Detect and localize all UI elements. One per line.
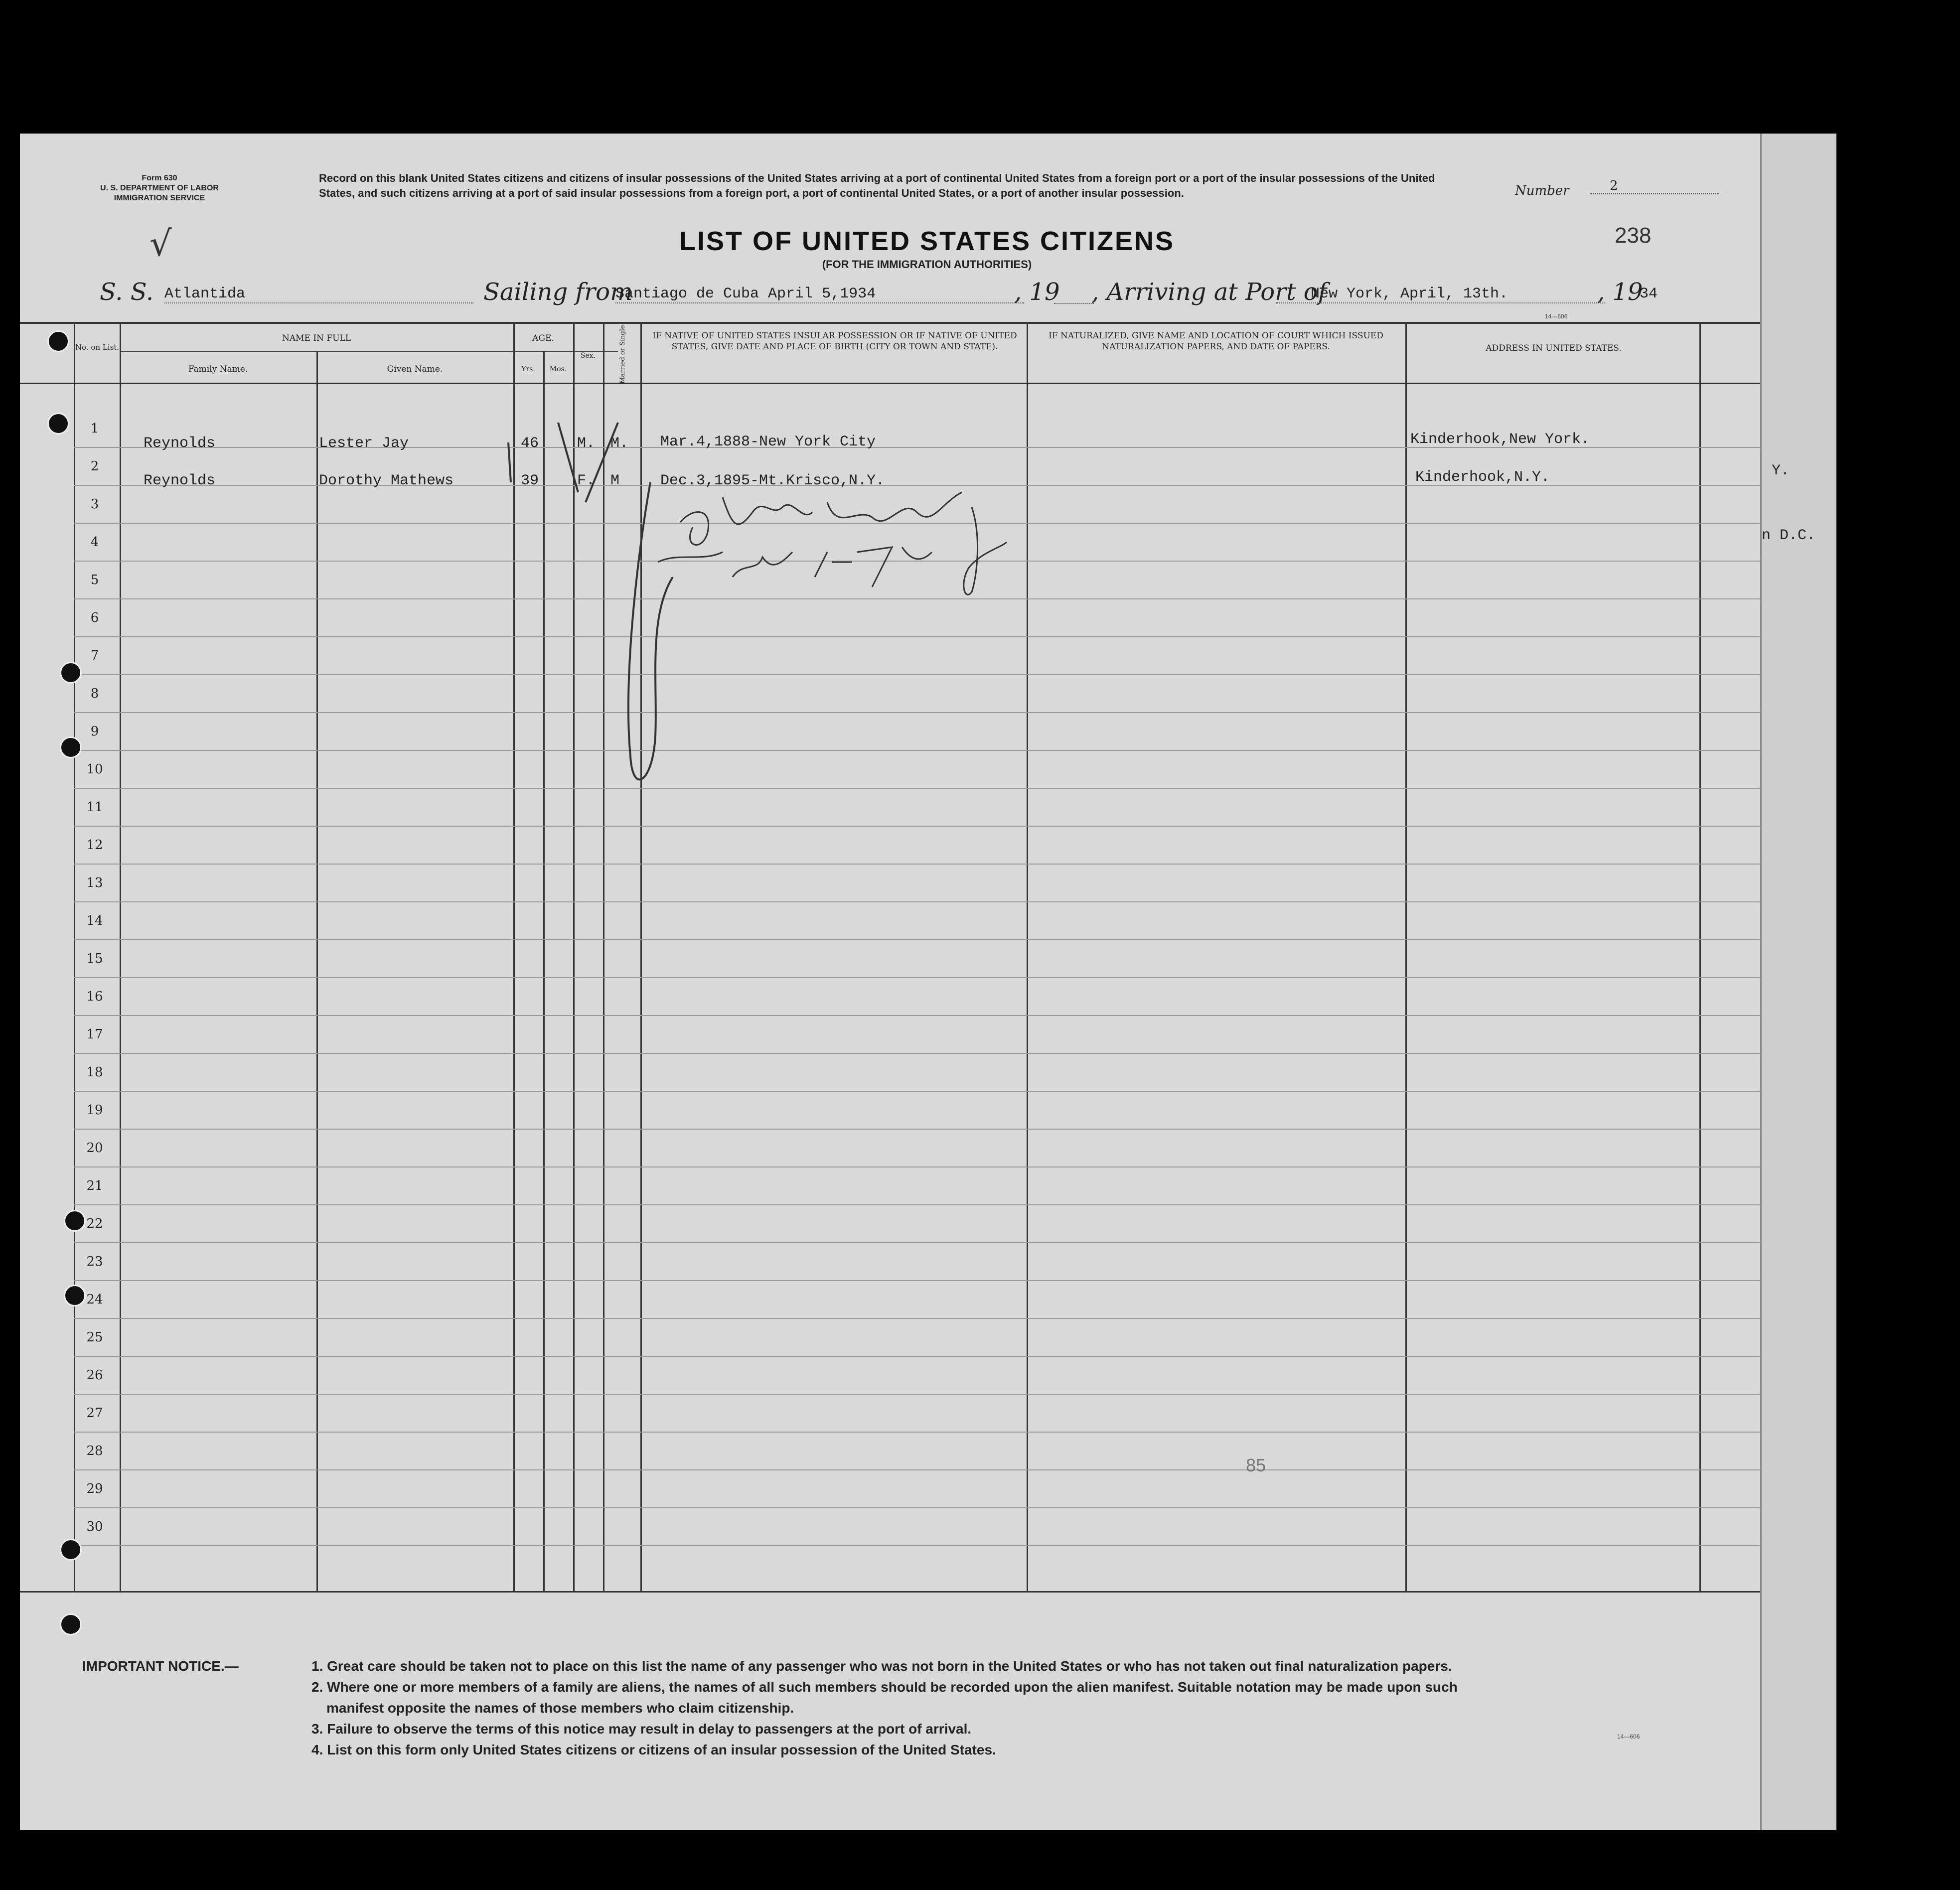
punch-hole	[60, 1613, 82, 1635]
row-rule	[74, 1356, 1782, 1357]
form-number: Form 630	[142, 174, 177, 182]
row-1-given: Lester Jay	[319, 435, 409, 452]
col-rule	[1027, 323, 1028, 1591]
row-number: 3	[90, 497, 99, 512]
header-address: ADDRESS IN UNITED STATES.	[1486, 343, 1622, 353]
sailing-label: Sailing from	[483, 278, 633, 306]
row-rule	[74, 1166, 1782, 1167]
row-number: 24	[86, 1292, 103, 1307]
department-name: U. S. DEPARTMENT OF LABOR	[100, 184, 219, 192]
arrival-year: 34	[1640, 286, 1658, 302]
page-stamp: 238	[1615, 223, 1652, 248]
header-naturalized: IF NATURALIZED, GIVE NAME AND LOCATION OF COURT WHICH ISSUED NATURALIZATION PAPERS, AND DATE OF PAPERS.	[1049, 331, 1383, 352]
margin-text-a: Y.	[1772, 462, 1790, 479]
row-2-birth: Dec.3,1895-Mt.Krisco,N.Y.	[660, 472, 885, 489]
row-rule	[74, 977, 1782, 978]
row-2-yrs: 39	[521, 472, 539, 489]
punch-hole	[47, 330, 69, 352]
sailing-from: Santiago de Cuba April 5,1934	[615, 286, 1024, 303]
col-rule	[316, 351, 318, 1591]
row-rule	[74, 1469, 1782, 1470]
notice-item-4: 4. List on this form only United States citizens or citizens of an insular possession of the United States.	[311, 1742, 996, 1757]
row-2-address: Kinderhook,N.Y.	[1415, 469, 1550, 486]
row-number: 28	[86, 1444, 103, 1458]
bottom-stamp: 85	[1246, 1455, 1266, 1475]
notice-item-2: 2. Where one or more members of a family are aliens, the names of all such members should be recorded upon the alien manifest. Suitable notation may be made upon such	[311, 1679, 1458, 1695]
margin-text-b: n D.C.	[1762, 527, 1816, 544]
row-rule	[74, 1432, 1782, 1433]
row-number: 7	[90, 648, 99, 663]
row-number: 10	[86, 762, 103, 777]
arriving-label: , Arriving at Port of	[1091, 278, 1327, 306]
row-number: 15	[86, 951, 103, 966]
punch-hole	[60, 736, 82, 758]
form-header	[77, 173, 242, 203]
header-no: No. on List.	[75, 343, 120, 352]
row-number: 21	[86, 1178, 103, 1193]
row-number: 12	[86, 838, 103, 853]
print-code: 14—606	[1545, 313, 1568, 320]
row-1-birth: Mar.4,1888-New York City	[660, 434, 876, 450]
number-label: Number	[1515, 183, 1569, 198]
header-bottom-rule	[20, 383, 1769, 384]
row-1-address: Kinderhook,New York.	[1410, 431, 1590, 448]
punch-hole	[64, 1285, 86, 1307]
row-1-sex: M.	[577, 435, 596, 452]
row-rule	[74, 1129, 1782, 1130]
row-rule	[74, 939, 1782, 940]
notice-item-2b: manifest opposite the names of those members who claim citizenship.	[326, 1700, 794, 1716]
row-rule	[74, 1545, 1782, 1546]
row-number: 27	[86, 1406, 103, 1421]
important-notice	[82, 1656, 1727, 1760]
row-number: 5	[90, 573, 99, 587]
service-name: IMMIGRATION SERVICE	[114, 194, 205, 202]
punch-hole	[60, 662, 82, 684]
col-rule	[120, 323, 121, 1591]
row-number: 14	[86, 913, 103, 928]
row-number: 23	[86, 1254, 103, 1269]
row-number: 19	[86, 1103, 103, 1118]
row-rule	[74, 1507, 1782, 1508]
inspector-signature	[593, 477, 1022, 836]
row-rule	[74, 1053, 1782, 1054]
row-number: 13	[86, 875, 103, 890]
header-given-name: Given Name.	[387, 364, 443, 374]
number-value: 2	[1590, 178, 1719, 194]
row-rule	[74, 1242, 1782, 1243]
punch-hole	[60, 1539, 82, 1561]
notice-item-3: 3. Failure to observe the terms of this notice may result in delay to passengers at the port of arrival.	[311, 1721, 972, 1737]
row-1-family: Reynolds	[144, 435, 216, 452]
ss-label: S. S.	[100, 278, 154, 306]
arriving-at: New York, April, 13th.	[1276, 286, 1605, 303]
row-number: 29	[86, 1481, 103, 1496]
header-family-name: Family Name.	[188, 364, 248, 374]
row-2-married: M	[610, 472, 620, 489]
notice-item-1: 1. Great care should be taken not to place on this list the name of any passenger who was not born in the United States or who has not taken out final naturalization papers.	[311, 1658, 1452, 1674]
col-rule	[1405, 323, 1407, 1591]
header-native-birth: IF NATIVE OF UNITED STATES INSULAR POSSESSION OR IF NATIVE OF UNITED STATES, GIVE DATE AND PLACE OF BIRTH (CITY OR TOWN AND STATE).	[652, 331, 1017, 352]
manifest-sheet	[20, 134, 1834, 1830]
row-2-family: Reynolds	[144, 472, 216, 489]
row-number: 18	[86, 1065, 103, 1080]
row-number: 8	[90, 686, 99, 701]
row-number: 22	[86, 1216, 103, 1231]
row-rule	[74, 864, 1782, 865]
year-prefix-2: , 19	[1597, 278, 1643, 306]
row-number: 9	[90, 724, 99, 739]
row-number: 6	[90, 610, 99, 625]
row-2-sex: F.	[577, 472, 596, 489]
year-blank-1	[1054, 303, 1094, 304]
col-rule	[1699, 323, 1701, 1591]
header-sex: Sex.	[580, 352, 596, 360]
row-number: 30	[86, 1519, 103, 1534]
header-name-in-full: NAME IN FULL	[282, 333, 351, 343]
header-mos: Mos.	[549, 365, 567, 373]
row-number: 16	[86, 989, 103, 1004]
row-number: 1	[90, 421, 99, 436]
punch-hole	[47, 413, 69, 435]
footer-code: 14—606	[1617, 1733, 1640, 1740]
row-number: 25	[86, 1330, 103, 1345]
row-rule	[74, 1091, 1782, 1092]
header-married-or-single: Married or Single.	[619, 323, 626, 384]
row-number: 20	[86, 1141, 103, 1156]
row-rule	[74, 1318, 1782, 1319]
row-number: 4	[90, 535, 99, 550]
table-top-rule	[20, 322, 1834, 324]
row-2-given: Dorothy Mathews	[319, 472, 454, 489]
row-number: 26	[86, 1368, 103, 1383]
row-1-yrs: 46	[521, 435, 539, 452]
row-rule	[74, 1280, 1782, 1281]
notice-lead: IMPORTANT NOTICE.—	[82, 1658, 239, 1674]
row-rule	[74, 1394, 1782, 1395]
ship-name: Atlantida	[164, 286, 473, 303]
underlying-sheet-edge	[1760, 134, 1836, 1830]
row-rule	[74, 901, 1782, 902]
check-mark: √	[150, 223, 172, 264]
year-prefix-1: , 19	[1014, 278, 1060, 306]
header-age: AGE.	[532, 333, 554, 343]
punch-hole	[64, 1210, 86, 1232]
row-1-married: M.	[610, 435, 629, 452]
row-number: 11	[86, 800, 103, 815]
table-bottom-rule	[20, 1591, 1834, 1593]
row-rule	[74, 1015, 1782, 1016]
document-subtitle: (FOR THE IMMIGRATION AUTHORITIES)	[822, 258, 1032, 271]
row-rule	[74, 1204, 1782, 1205]
header-yrs: Yrs.	[521, 365, 535, 373]
intro-text: Record on this blank United States citizens and citizens of insular possessions of the United States arriving at a port of continental United States from a foreign port or a port of the insular possessions of the United States, and such citizens arriving at a port of said insular possessions from a foreign port, a port of continental United States, or a port of another insular possession.	[319, 172, 1435, 199]
document-title: LIST OF UNITED STATES CITIZENS	[679, 226, 1175, 256]
row-number: 2	[90, 459, 99, 474]
row-number: 17	[86, 1027, 103, 1042]
